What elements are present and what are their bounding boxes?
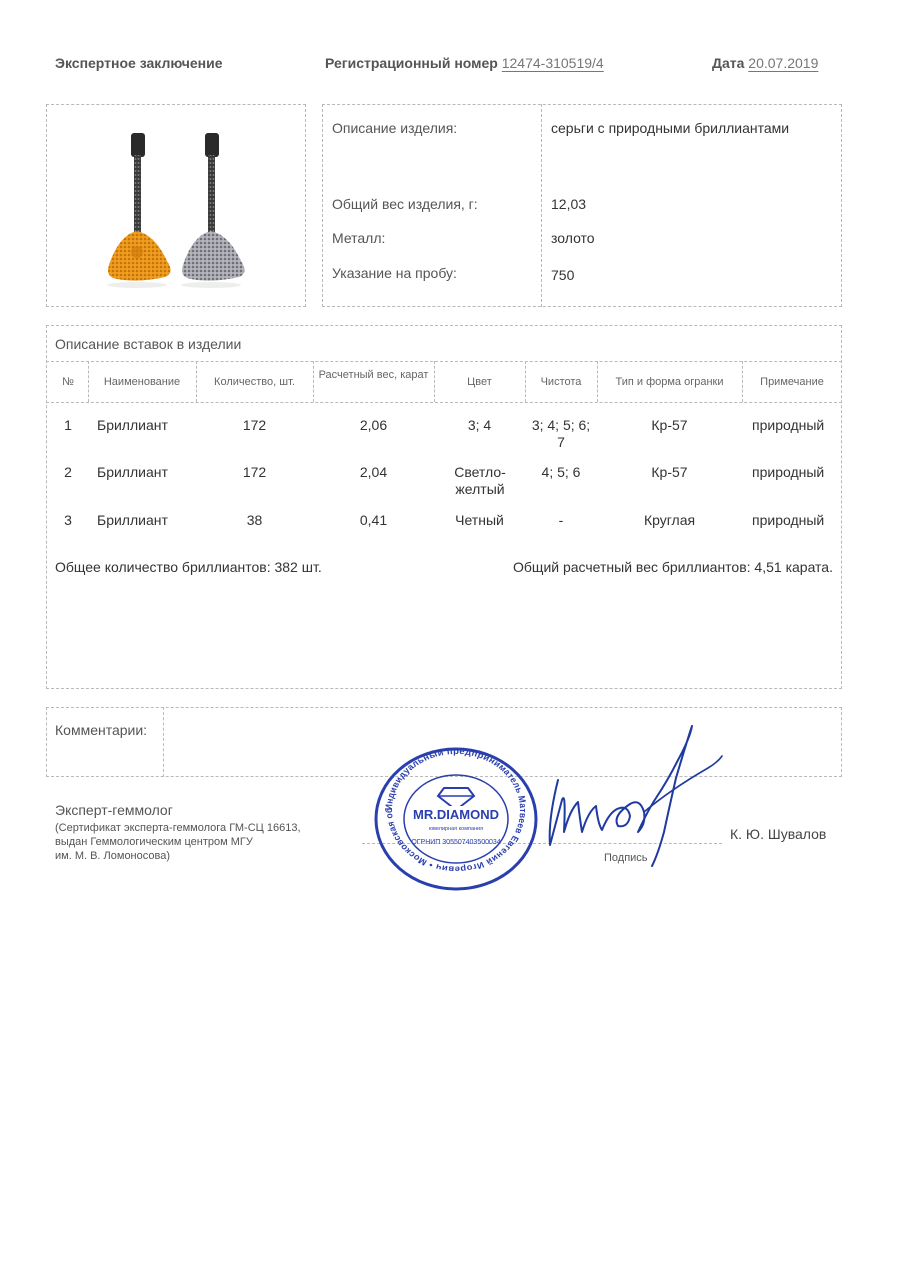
reg-label: Регистрационный номер xyxy=(325,55,498,71)
product-info-divider xyxy=(541,104,542,307)
handwritten-signature-icon xyxy=(540,720,730,870)
table-cell: 2,06 xyxy=(359,417,388,433)
stamp-sub: ювелирная компания xyxy=(428,826,484,832)
expert-cert-line: выдан Геммологическим центром МГУ xyxy=(55,836,253,848)
reg-number: 12474-310519/4 xyxy=(501,55,604,71)
total-weight: Общий расчетный вес бриллиантов: 4,51 карата. xyxy=(513,559,833,575)
stamp-brand: MR.DIAMOND xyxy=(413,807,499,822)
table-cell: Светло-желтый xyxy=(454,464,506,497)
stamp-ogrn: ОГРНИП 305507403500034 xyxy=(411,839,501,846)
table-cell: 1 xyxy=(64,417,72,433)
table-cell: 38 xyxy=(246,512,263,528)
inserts-title-divider xyxy=(46,361,842,362)
table-cell: 0,41 xyxy=(359,512,388,528)
inserts-header-divider xyxy=(46,402,842,403)
expert-cert-line: (Сертификат эксперта-геммолога ГМ-СЦ 16613, xyxy=(55,822,301,834)
table-cell: природный xyxy=(752,512,825,528)
silver-earring-icon xyxy=(182,133,245,281)
table-cell: 2,04 xyxy=(359,464,388,480)
table-cell: 172 xyxy=(242,417,267,433)
product-image-box xyxy=(46,104,306,307)
table-cell: Четный xyxy=(455,512,504,528)
date-label: Дата xyxy=(712,55,745,71)
table-cell: - xyxy=(558,512,564,528)
comments-label: Комментарии: xyxy=(55,722,148,738)
table-cell: 4; 5; 6 xyxy=(541,464,581,480)
table-cell: Бриллиант xyxy=(97,417,168,433)
reg-number-field xyxy=(325,55,604,71)
col-header-cut: Тип и форма огранки xyxy=(615,376,724,388)
col-header-color: Цвет xyxy=(467,376,492,388)
table-cell: Бриллиант xyxy=(97,512,168,528)
col-header-number: № xyxy=(62,376,74,388)
table-cell: Кр-57 xyxy=(651,464,688,480)
table-cell: 2 xyxy=(64,464,72,480)
expert-title: Эксперт-геммолог xyxy=(55,802,173,818)
col-header-name: Наименование xyxy=(103,376,181,388)
product-desc-value: серьги с природными бриллиантами xyxy=(551,120,790,136)
col-header-clarity: Чистота xyxy=(540,376,582,388)
inserts-title: Описание вставок в изделии xyxy=(55,336,242,352)
table-cell: 3 xyxy=(64,512,72,528)
product-weight-label: Общий вес изделия, г: xyxy=(332,196,478,212)
table-cell: Кр-57 xyxy=(651,417,688,433)
stamp-outer-text: Индивидуальный предприниматель Матвеев Евгений Игоревич • Московская об xyxy=(383,746,529,875)
table-cell: 172 xyxy=(242,464,267,480)
doc-title: Экспертное заключение xyxy=(55,55,223,71)
col-header-note: Примечание xyxy=(760,376,824,388)
date-value: 20.07.2019 xyxy=(748,55,819,71)
expert-name: К. Ю. Шувалов xyxy=(730,826,827,842)
product-desc-label: Описание изделия: xyxy=(332,120,458,136)
col-header-weight: Расчетный вес, карат xyxy=(318,369,429,381)
comments-divider xyxy=(163,707,164,777)
product-metal-value: золото xyxy=(551,230,595,246)
table-cell: Бриллиант xyxy=(97,464,168,480)
company-stamp-icon xyxy=(372,746,540,892)
product-metal-label: Металл: xyxy=(332,230,386,246)
earrings-photo-icon xyxy=(47,105,305,306)
table-cell: 3; 4 xyxy=(467,417,492,433)
table-cell: 3; 4; 5; 6; 7 xyxy=(531,417,591,450)
signature-label: Подпись xyxy=(604,852,648,864)
product-weight-value: 12,03 xyxy=(551,196,587,212)
table-cell: Круглая xyxy=(643,512,696,528)
product-assay-label: Указание на пробу: xyxy=(332,265,457,281)
col-header-count: Количество, шт. xyxy=(214,376,295,388)
total-count: Общее количество бриллиантов: 382 шт. xyxy=(55,559,322,575)
table-cell: природный xyxy=(752,417,825,433)
gold-earring-icon xyxy=(108,133,171,281)
date-field xyxy=(712,55,818,71)
table-cell: природный xyxy=(752,464,825,480)
expert-cert-line: им. М. В. Ломоносова) xyxy=(55,850,170,862)
product-assay-value: 750 xyxy=(551,267,575,283)
